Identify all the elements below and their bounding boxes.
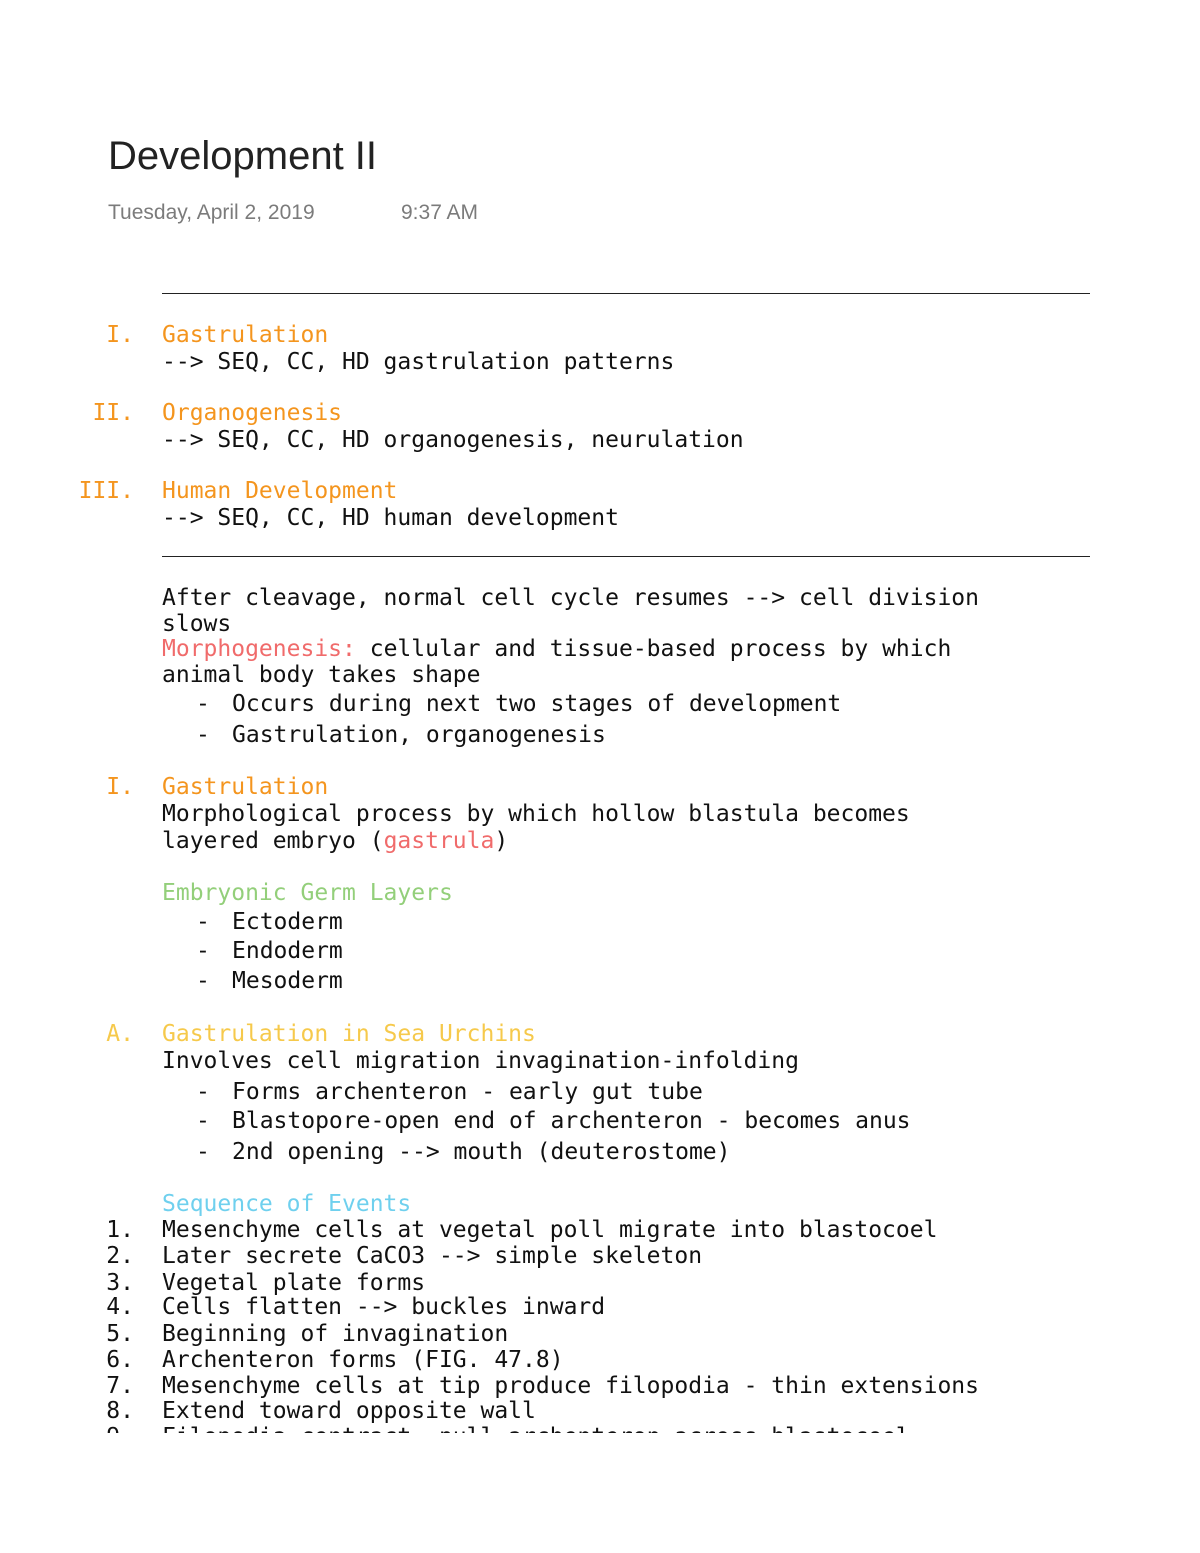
section-text-post: )	[494, 828, 509, 854]
outline-detail: --> SEQ, CC, HD gastrulation patterns	[162, 349, 675, 375]
step-text: Archenteron forms (FIG. 47.8)	[162, 1347, 564, 1373]
section-text-pre: layered embryo (	[162, 828, 384, 854]
section-text: Involves cell migration invagination-infolding	[162, 1048, 799, 1074]
outline-heading: Human Development	[162, 478, 398, 504]
outline-detail: --> SEQ, CC, HD organogenesis, neurulation	[162, 427, 744, 453]
section-text	[162, 828, 508, 854]
divider-top	[162, 293, 1090, 294]
step-text: Extend toward opposite wall	[162, 1398, 536, 1424]
germ-layer-item: Endoderm	[232, 938, 343, 964]
bullet-dash: -	[196, 1108, 210, 1134]
germ-layers-heading: Embryonic Germ Layers	[162, 880, 453, 906]
bullet-dash: -	[196, 1139, 210, 1165]
intro-line: slows	[162, 611, 232, 637]
section-letter: A.	[106, 1021, 134, 1047]
bullet-dash: -	[196, 691, 210, 717]
bullet-dash: -	[196, 1079, 210, 1105]
step-text: Vegetal plate forms	[162, 1270, 426, 1296]
bullet-dash: -	[196, 968, 210, 994]
outline-detail: --> SEQ, CC, HD human development	[162, 505, 619, 531]
page-clip	[0, 1433, 1200, 1553]
outline-heading: Organogenesis	[162, 400, 343, 426]
bullet-item: Occurs during next two stages of development	[232, 691, 842, 717]
step-number: 1.	[106, 1217, 134, 1243]
bullet-item: Blastopore-open end of archenteron - becomes anus	[232, 1108, 911, 1134]
bullet-item: Forms archenteron - early gut tube	[232, 1079, 703, 1105]
germ-layer-item: Ectoderm	[232, 909, 343, 935]
step-text: Later secrete CaCO3 --> simple skeleton	[162, 1243, 703, 1269]
step-number: 2.	[106, 1243, 134, 1269]
intro-line: After cleavage, normal cell cycle resumes --> cell division	[162, 585, 979, 611]
step-number: 4.	[106, 1294, 134, 1320]
bullet-dash: -	[196, 938, 210, 964]
morphogenesis-def-cont: animal body takes shape	[162, 662, 481, 688]
step-number: 3.	[106, 1270, 134, 1296]
page-time: 9:37 AM	[401, 201, 479, 224]
step-text: Mesenchyme cells at tip produce filopodia - thin extensions	[162, 1373, 979, 1399]
gastrula-term: gastrula	[383, 828, 495, 854]
outline-numeral: II.	[92, 400, 134, 426]
morphogenesis-def: cellular and tissue-based process by which	[355, 636, 952, 662]
section-heading: Gastrulation	[162, 774, 329, 800]
bullet-item: 2nd opening --> mouth (deuterostome)	[232, 1139, 731, 1165]
step-number: 8.	[106, 1398, 134, 1424]
morphogenesis-definition	[162, 636, 951, 662]
section-numeral: I.	[106, 774, 134, 800]
section-text: Morphological process by which hollow blastula becomes	[162, 801, 910, 827]
step-number: 6.	[106, 1347, 134, 1373]
outline-numeral: I.	[106, 322, 134, 348]
bullet-item: Gastrulation, organogenesis	[232, 722, 606, 748]
bullet-dash: -	[196, 722, 210, 748]
step-number: 7.	[106, 1373, 134, 1399]
section-heading: Gastrulation in Sea Urchins	[162, 1021, 536, 1047]
divider-bottom	[162, 556, 1090, 557]
bullet-dash: -	[196, 909, 210, 935]
step-number: 5.	[106, 1321, 134, 1347]
step-text: Beginning of invagination	[162, 1321, 509, 1347]
morphogenesis-term: Morphogenesis:	[162, 636, 356, 662]
page-date: Tuesday, April 2, 2019	[108, 201, 315, 224]
outline-heading: Gastrulation	[162, 322, 329, 348]
step-text: Mesenchyme cells at vegetal poll migrate into blastocoel	[162, 1217, 938, 1243]
step-text: Cells flatten --> buckles inward	[162, 1294, 606, 1320]
germ-layer-item: Mesoderm	[232, 968, 343, 994]
page-title: Development II	[108, 134, 378, 178]
outline-numeral: III.	[78, 478, 134, 504]
sequence-heading: Sequence of Events	[162, 1191, 412, 1217]
